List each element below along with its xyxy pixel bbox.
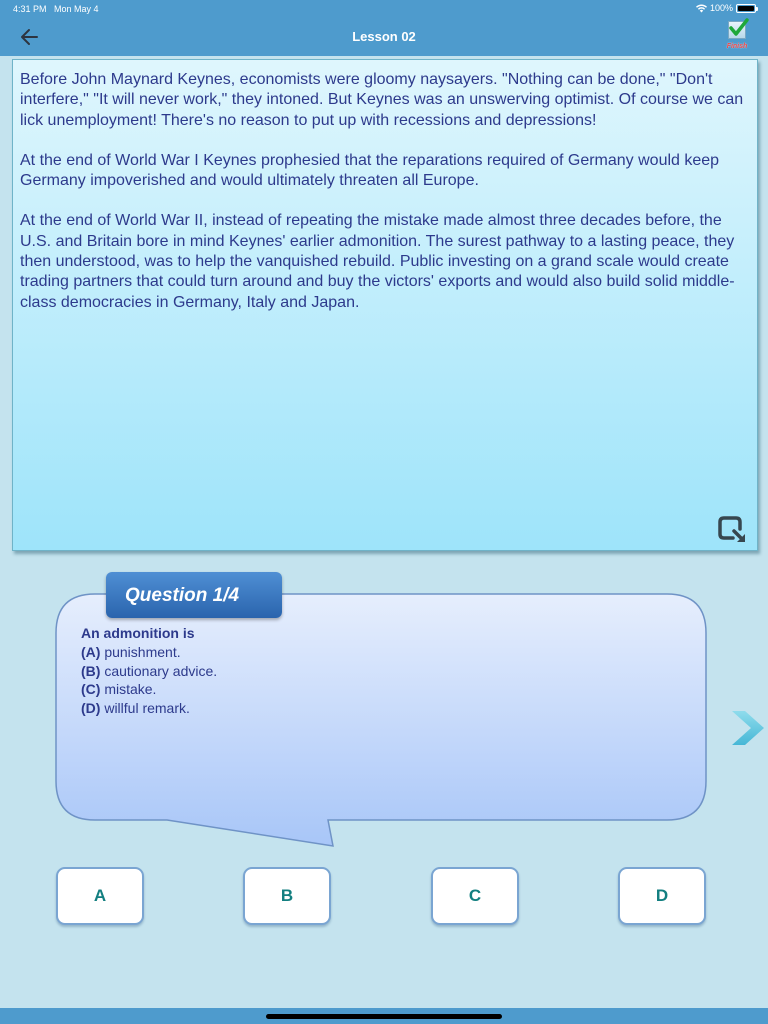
zoom-expand-icon[interactable] bbox=[717, 514, 749, 546]
option-d: (D) willful remark. bbox=[81, 700, 190, 717]
option-c: (C) mistake. bbox=[81, 681, 157, 698]
answer-button-c[interactable]: C bbox=[431, 867, 519, 925]
page-title: Lesson 02 bbox=[352, 29, 416, 44]
passage-paragraph: At the end of World War I Keynes prophesied that the reparations required of Germany would keep Germany impoverished and would ultimately threaten all Europe. bbox=[20, 151, 720, 190]
option-b: (B) cautionary advice. bbox=[81, 662, 218, 679]
bottom-bar bbox=[0, 1008, 768, 1024]
passage-paragraph: Before John Maynard Keynes, economists were gloomy naysayers. "Nothing can be done," "Don't interfere," "It will never work," they intoned. But Keynes was an unswerving optimist. Of course we can lick unemployment! There's no reason to put up with recessions and depressions! bbox=[20, 71, 744, 129]
battery-percent: 100% bbox=[709, 3, 733, 13]
answer-button-d[interactable]: D bbox=[618, 867, 706, 925]
finish-label: Finish bbox=[726, 43, 748, 50]
wifi-icon bbox=[696, 4, 707, 13]
nav-bar bbox=[0, 18, 768, 56]
option-a: (A) punishment. bbox=[81, 643, 181, 660]
finish-button[interactable] bbox=[722, 21, 752, 54]
home-indicator[interactable] bbox=[266, 1014, 502, 1019]
question-block bbox=[81, 624, 217, 718]
chevron-right-icon bbox=[731, 708, 765, 748]
answer-button-b[interactable]: B bbox=[243, 867, 331, 925]
question-stem: An admonition is bbox=[81, 625, 195, 641]
status-time: 4:31 PM Mon May 4 bbox=[13, 4, 99, 14]
question-header: Question 1/4 bbox=[106, 572, 282, 618]
answer-button-a[interactable]: A bbox=[56, 867, 144, 925]
status-right bbox=[696, 3, 756, 13]
status-bar bbox=[0, 0, 768, 18]
passage-paragraph: At the end of World War II, instead of repeating the mistake made almost three decades before, the U.S. and Britain bore in mind Keynes' earlier admonition. The surest pathway to a lasting peace, they then understood, was to help the vanquished rebuild. Public investing on a grand scale would create trading partners that could turn around and buy the victors' exports and would also build solid middle-class democracies in Germany, Italy and Japan. bbox=[20, 212, 735, 311]
reading-passage bbox=[12, 59, 758, 551]
battery-icon bbox=[736, 4, 756, 13]
next-question-button[interactable] bbox=[731, 708, 765, 748]
checkbox-checked-icon bbox=[728, 21, 746, 39]
